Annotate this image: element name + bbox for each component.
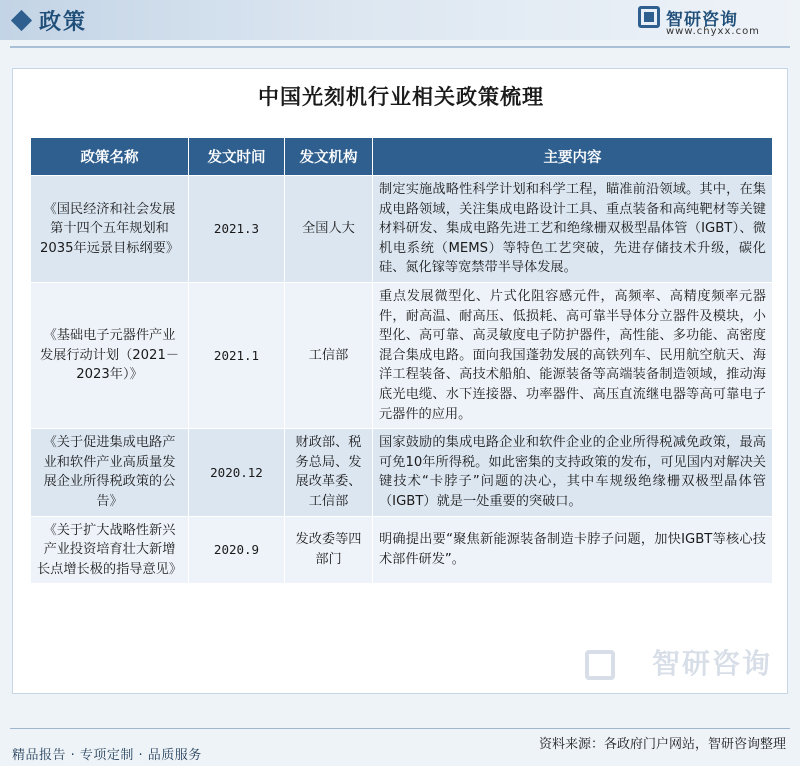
column-header-date: 发文时间 — [189, 138, 285, 176]
watermark: 智研咨询 — [651, 647, 772, 680]
section-header — [10, 6, 87, 34]
table-row — [31, 176, 773, 283]
policy-name: 《基础电子元器件产业发展行动计划（2021－2023年）》 — [31, 282, 189, 428]
brand-name: 智研咨询 — [666, 10, 738, 30]
policy-name: 《关于促进集成电路产业和软件产业高质量发展企业所得税政策的公告》 — [31, 429, 189, 516]
header-divider — [10, 46, 790, 48]
policy-table — [30, 137, 773, 584]
policy-content: 制定实施战略性科学计划和科学工程，瞄准前沿领域。其中，在集成电路领域，关注集成电路设计工具、重点装备和高纯靶材等关键材料研发、集成电路先进工艺和绝缘栅双极型晶体管（IGBT）、微机电系统（MEMS）等特色工艺突破，先进存储技术升级，碳化硅、氮化镓等宽禁带半导体发展。 — [373, 176, 773, 283]
watermark-logo-icon — [585, 650, 615, 680]
footer-divider — [10, 728, 790, 729]
policy-date: 2021.1 — [189, 282, 285, 428]
policy-card — [12, 68, 788, 694]
brand — [638, 5, 788, 41]
policy-org: 发改委等四部门 — [285, 516, 373, 584]
policy-content: 明确提出要“聚焦新能源装备制造卡脖子问题，加快IGBT等核心技术部件研发”。 — [373, 516, 773, 584]
source-note: 资料来源：各政府门户网站，智研咨询整理 — [538, 737, 786, 752]
diamond-icon — [11, 9, 32, 30]
policy-org: 财政部、税务总局、发展改革委、工信部 — [285, 429, 373, 516]
policy-content: 重点发展微型化、片式化阻容感元件，高频率、高精度频率元器件，耐高温、耐高压、低损耗、高可靠半导体分立器件及模块，小型化、高可靠、高灵敏度电子防护器件，高性能、多功能、高密度混合集成电路。面向我国蓬勃发展的高铁列车、民用航空航天、海洋工程装备、高技术船舶、能源装备等高端装备制造领域，推动海底光电缆、水下连接器、功率器件、高压直流继电器等高可靠电子元器件的应用。 — [373, 282, 773, 428]
policy-org: 全国人大 — [285, 176, 373, 283]
policy-org: 工信部 — [285, 282, 373, 428]
table-header-row — [31, 138, 773, 176]
table-row — [31, 282, 773, 428]
policy-date: 2020.9 — [189, 516, 285, 584]
column-header-content: 主要内容 — [373, 138, 773, 176]
policy-content: 国家鼓励的集成电路企业和软件企业的企业所得税减免政策，最高可免10年所得税。如此密集的支持政策的发布，可见国内对解决关键技术“卡脖子”问题的决心，其中车规级绝缘栅双极型晶体管（IGBT）就是一处重要的突破口。 — [373, 429, 773, 516]
policy-date: 2021.3 — [189, 176, 285, 283]
table-row — [31, 516, 773, 584]
table-title: 中国光刻机行业相关政策梳理 — [258, 84, 544, 109]
policy-name: 《国民经济和社会发展第十四个五年规划和2035年远景目标纲要》 — [31, 176, 189, 283]
brand-logo-icon — [638, 6, 660, 28]
policy-name: 《关于扩大战略性新兴产业投资培育壮大新增长点增长极的指导意见》 — [31, 516, 189, 584]
column-header-org: 发文机构 — [285, 138, 373, 176]
column-header-name: 政策名称 — [31, 138, 189, 176]
section-title: 政策 — [39, 8, 88, 35]
footer-slogan: 精品报告 · 专项定制 · 品质服务 — [12, 748, 202, 763]
table-row — [31, 429, 773, 516]
brand-url: www.chyxx.com — [666, 26, 760, 37]
policy-date: 2020.12 — [189, 429, 285, 516]
